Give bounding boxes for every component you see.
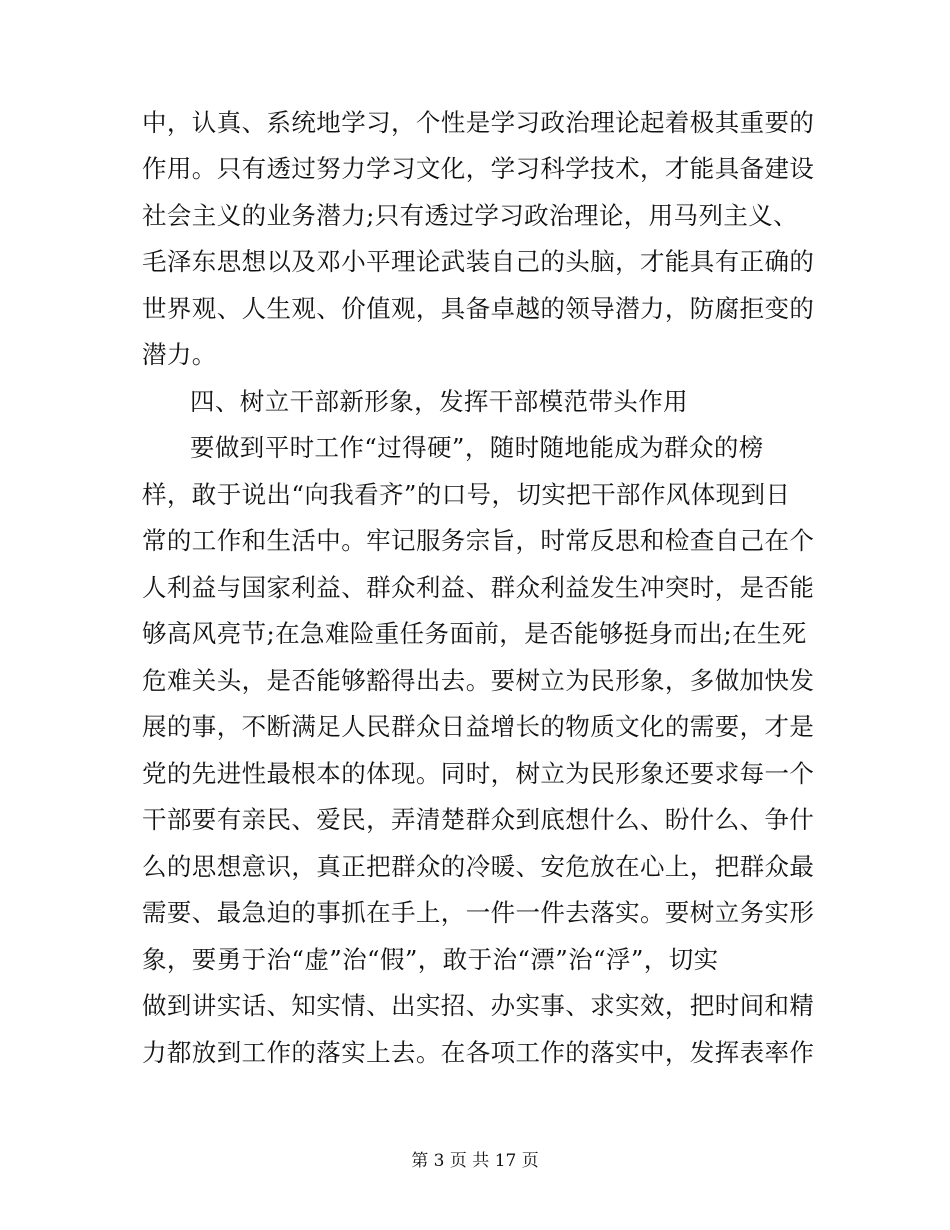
- body-text-line: 人利益与国家利益、群众利益、群众利益发生冲突时，是否能: [142, 573, 815, 602]
- body-text-line: 毛泽东思想以及邓小平理论武装自己的头脑，才能具有正确的: [142, 247, 815, 276]
- body-text-line: 做到讲实话、知实情、出实招、办实事、求实效，把时间和精: [142, 991, 815, 1020]
- body-text-line: 展的事，不断满足人民群众日益增长的物质文化的需要，才是: [142, 712, 815, 741]
- body-text-line: 干部要有亲民、爱民，弄清楚群众到底想什么、盼什么、争什: [142, 805, 815, 834]
- body-text-line: 作用。只有透过努力学习文化，学习科学技术，才能具备建设: [142, 154, 815, 183]
- body-text-line: 象，要勇于治“虚”治“假”，敢于治“漂”治“浮”，切实: [142, 945, 719, 974]
- body-text-line: 够高风亮节;在急难险重任务面前，是否能够挺身而出;在生死: [142, 619, 807, 648]
- body-text-line: 潜力。: [142, 340, 217, 369]
- body-text-line: 社会主义的业务潜力;只有透过学习政治理论，用马列主义、: [142, 201, 799, 230]
- body-text-line: 常的工作和生活中。牢记服务宗旨，时常反思和检查自己在个: [142, 526, 815, 555]
- body-text-line: 么的思想意识，真正把群众的冷暖、安危放在心上，把群众最: [142, 852, 815, 881]
- body-text-line: 力都放到工作的落实上去。在各项工作的落实中，发挥表率作: [142, 1038, 815, 1067]
- body-text-line: 需要、最急迫的事抓在手上，一件一件去落实。要树立务实形: [142, 898, 815, 927]
- body-text-line: 党的先进性最根本的体现。同时，树立为民形象还要求每一个: [142, 759, 815, 788]
- body-text-line: 样，敢于说出“向我看齐”的口号，切实把干部作风体现到日: [142, 480, 791, 509]
- body-text-line: 中，认真、系统地学习，个性是学习政治理论起着极其重要的: [142, 108, 815, 137]
- body-text-line: 危难关头，是否能够豁得出去。要树立为民形象，多做加快发: [142, 666, 815, 695]
- paragraph-first-line: 要做到平时工作“过得硬”，随时随地能成为群众的榜: [190, 433, 764, 462]
- body-text-line: 世界观、人生观、价值观，具备卓越的领导潜力，防腐拒变的: [142, 294, 815, 323]
- section-heading: 四、树立干部新形象，发挥干部模范带头作用: [190, 387, 688, 416]
- page-number-footer: 第 3 页 共 17 页: [411, 1151, 539, 1171]
